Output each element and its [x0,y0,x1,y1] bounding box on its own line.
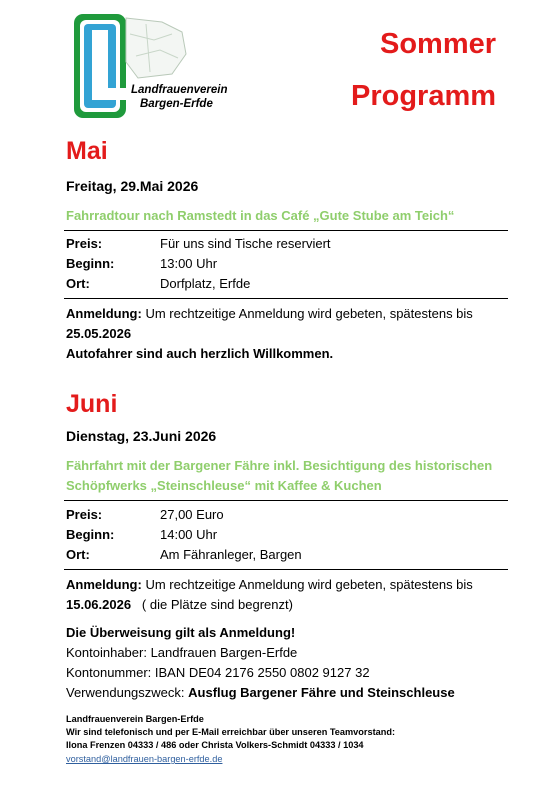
purpose-value: Ausflug Bargener Fähre und Steinschleuse [188,685,455,700]
footer-org: Landfrauenverein Bargen-Erfde [66,714,204,724]
registration-label: Anmeldung: [66,306,142,321]
detail-value: Dorfplatz, Erfde [160,276,251,291]
divider [64,500,508,501]
detail-row-start [66,254,217,274]
page-title-line2: Programm [351,80,497,112]
detail-label: Preis: [66,507,103,522]
event-date: Dienstag, 23.Juni 2026 [66,428,217,444]
detail-label: Ort: [66,547,90,562]
divider [64,230,508,231]
registration-note [66,575,516,615]
detail-label: Ort: [66,276,90,291]
page-title-line1: Sommer [380,28,497,60]
detail-row-start [66,525,217,545]
detail-value: Am Fähranleger, Bargen [160,547,302,562]
detail-value: 13:00 Uhr [160,256,218,271]
detail-label: Beginn: [66,256,115,271]
event-date: Freitag, 29.Mai 2026 [66,178,199,194]
detail-row-price [66,505,224,525]
registration-label: Anmeldung: [66,577,142,592]
detail-value: 27,00 Euro [160,507,224,522]
account-number: Kontonummer: IBAN DE04 2176 2550 0802 9127 32 [66,665,370,680]
purpose-label: Verwendungszweck: [66,685,185,700]
month-heading-juni: Juni [66,390,118,418]
detail-row-location [66,274,250,294]
detail-label: Beginn: [66,527,115,542]
registration-extra: ( die Plätze sind begrenzt) [141,597,293,612]
org-name-line1: Landfrauenverein [131,84,228,96]
driver-note: Autofahrer sind auch herzlich Willkommen. [66,346,334,361]
registration-note [66,304,516,344]
registration-text: Um rechtzeitige Anmeldung wird gebeten, spätestens bis [145,577,473,592]
registration-text: Um rechtzeitige Anmeldung wird gebeten, spätestens bis [145,306,473,321]
org-name-line2: Bargen-Erfde [140,98,213,110]
payment-purpose [66,683,516,703]
footer-email-link[interactable]: vorstand@landfrauen-bargen-erfde.de [66,754,223,764]
registration-deadline: 25.05.2026 [66,326,132,341]
detail-value: Für uns sind Tische reserviert [160,236,331,251]
footer-contact-line2: Ilona Frenzen 04333 / 486 oder Christa Volkers-Schmidt 04333 / 1034 [66,740,364,750]
account-holder: Kontoinhaber: Landfrauen Bargen-Erfde [66,645,298,660]
event-title: Fahrradtour nach Ramstedt in das Café „Gute Stube am Teich“ [66,208,455,223]
event-title-line2: Schöpfwerks „Steinschleuse“ mit Kaffee & Kuchen [66,478,382,493]
detail-row-location [66,545,302,565]
divider [64,298,508,299]
footer-contact-line1: Wir sind telefonisch und per E-Mail erreichbar über unseren Teamvorstand: [66,727,396,737]
registration-deadline: 15.06.2026 [66,597,132,612]
detail-row-price [66,234,331,254]
event-title-line1: Fährfahrt mit der Bargener Fähre inkl. Besichtigung des historischen [66,458,493,473]
payment-headline: Die Überweisung gilt als Anmeldung! [66,625,296,640]
detail-label: Preis: [66,236,103,251]
month-heading-mai: Mai [66,137,108,165]
detail-value: 14:00 Uhr [160,527,218,542]
divider [64,569,508,570]
